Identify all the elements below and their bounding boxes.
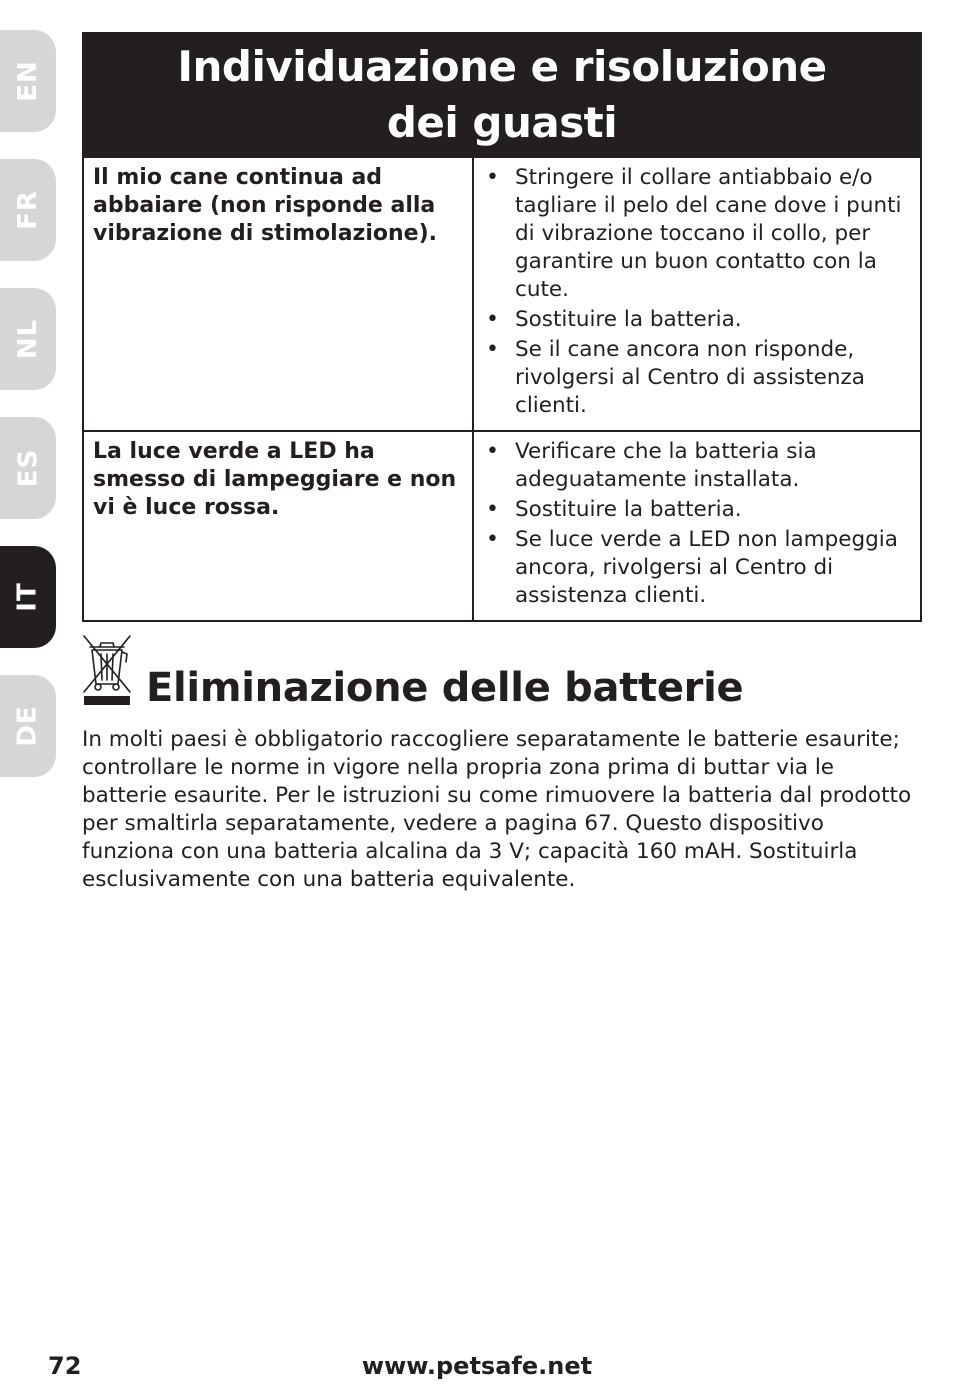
troubleshooting-header: [82, 32, 922, 157]
list-item: [484, 496, 912, 524]
solution-list: [484, 164, 912, 420]
bullet: •: [486, 527, 499, 552]
section-body-text: In molti paesi è obbligatorio raccogliere separatamente le batterie esaurite; controllare le norme in vigore nella propria zona prima di buttar via le batterie esaurite. Per le istruzioni su come rimuovere la batteria dal prodotto per smaltirla separatamente, vedere a pagina 67. Questo dispositivo funziona con una batteria alcalina da 3 V; capacità 160 mAH. Sostituirla esclusivamente con una batteria equivalente.: [82, 727, 912, 892]
table-row: [83, 431, 921, 621]
solution-text: Verificare che la batteria sia adeguatamente installata.: [515, 439, 817, 492]
list-item: [484, 438, 912, 494]
list-item: [484, 306, 912, 334]
crossed-out-bin-icon: [80, 632, 134, 708]
lang-tab-label: DE: [13, 705, 43, 747]
solution-cell: [473, 431, 921, 621]
bullet: •: [486, 165, 499, 190]
header-title-line2: dei guasti: [386, 97, 618, 147]
footer-url[interactable]: www.petsafe.net: [361, 1352, 593, 1380]
lang-tab-en[interactable]: [0, 30, 56, 132]
solution-list: [484, 438, 912, 610]
lang-tab-label: ES: [13, 448, 43, 488]
solution-text: Se il cane ancora non risponde, rivolgersi al Centro di assistenza clienti.: [515, 337, 865, 418]
bullet: •: [486, 497, 499, 522]
bullet: •: [486, 307, 499, 332]
lang-tab-fr[interactable]: [0, 159, 56, 261]
bullet: •: [486, 439, 499, 464]
problem-cell: La luce verde a LED ha smesso di lampeggiare e non vi è luce rossa.: [83, 431, 473, 621]
header-title-line1: Individuazione e risoluzione: [177, 41, 827, 91]
section-title: Eliminazione delle batterie: [146, 665, 744, 711]
lang-tab-es[interactable]: [0, 417, 56, 519]
troubleshooting-table: [82, 156, 922, 622]
solution-text: Sostituire la batteria.: [515, 497, 742, 522]
list-item: [484, 336, 912, 420]
lang-tab-label: NL: [12, 318, 43, 360]
lang-tab-de[interactable]: [0, 675, 56, 777]
page-number: 72: [48, 1352, 82, 1380]
list-item: [484, 164, 912, 304]
solution-text: Sostituire la batteria.: [515, 307, 742, 332]
lang-tab-nl[interactable]: [0, 288, 56, 390]
lang-tab-label: IT: [12, 582, 43, 612]
bullet: •: [486, 337, 499, 362]
table-row: [83, 157, 921, 431]
lang-tab-label: FR: [13, 190, 43, 230]
problem-cell: Il mio cane continua ad abbaiare (non risponde alla vibrazione di stimolazione).: [83, 157, 473, 431]
lang-tab-it[interactable]: [0, 546, 56, 648]
solution-text: Stringere il collare antiabbaio e/o tagliare il pelo del cane dove i punti di vibrazione toccano il collo, per garantire un buon contatto con la cute.: [515, 165, 902, 302]
lang-tab-label: EN: [13, 60, 43, 102]
list-item: [484, 526, 912, 610]
solution-cell: [473, 157, 921, 431]
solution-text: Se luce verde a LED non lampeggia ancora, rivolgersi al Centro di assistenza clienti.: [515, 527, 898, 608]
